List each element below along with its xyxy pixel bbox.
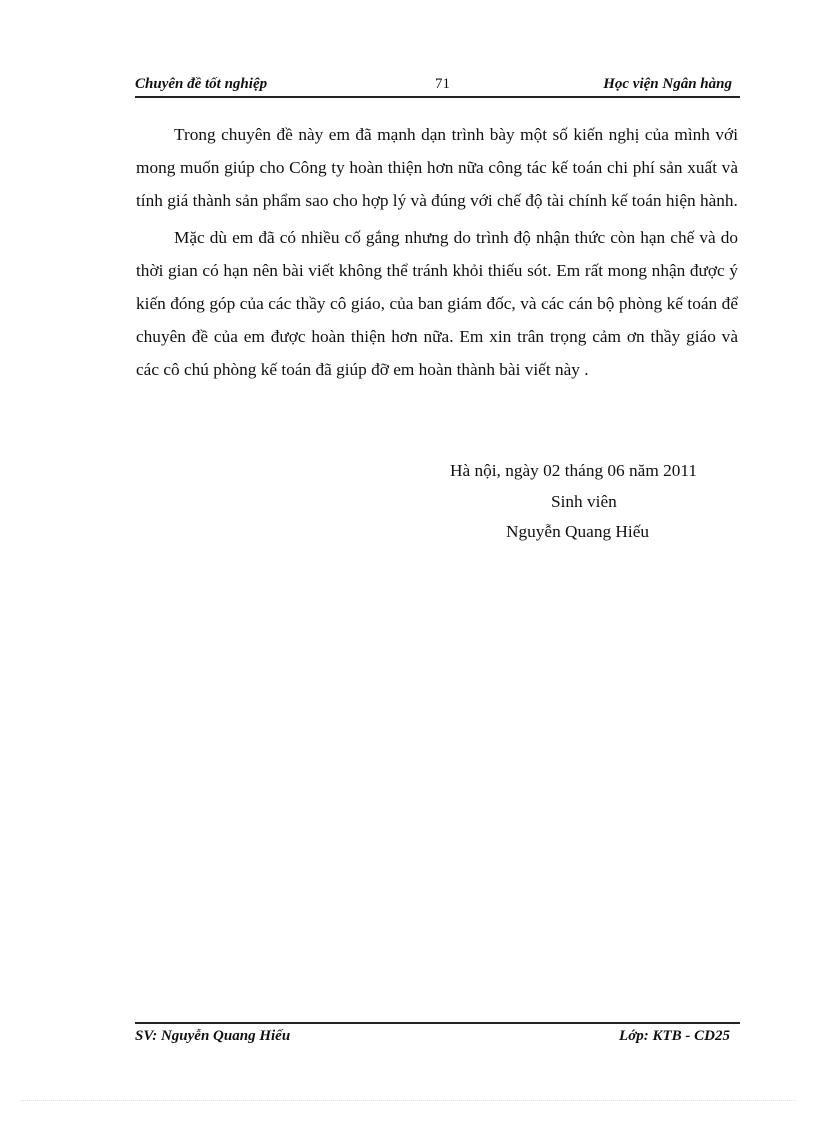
paragraph-2: Mặc dù em đã có nhiều cố gắng nhưng do trình độ nhận thức còn hạn chế và do thời gian có hạn nên bài viết không thể tránh khỏi thiếu sót. Em rất mong nhận được ý kiến đóng góp của các thầy cô giáo, của ban giám đốc, và các cán bộ phòng kế toán để chuyên đề của em được hoàn thiện hơn nữa. Em xin trân trọng cảm ơn thầy giáo và các cô chú phòng kế toán đã giúp đỡ em hoàn thành bài viết này . — [136, 228, 738, 379]
footer-student: SV: Nguyễn Quang Hiếu — [135, 1028, 291, 1044]
page-footer — [135, 1028, 740, 1048]
footer-divider — [135, 1022, 740, 1024]
paragraph-1: Trong chuyên đề này em đã mạnh dạn trình bày một số kiến nghị của mình với mong muốn giúp cho Công ty hoàn thiện hơn nữa công tác kế toán chi phí sản xuất và tính giá thành sản phẩm sao cho hợp lý và đúng với chế độ tài chính kế toán hiện hành. — [136, 125, 738, 210]
page-number: 71 — [435, 76, 450, 92]
body-text — [136, 119, 738, 391]
page-bottom-divider — [20, 1100, 796, 1101]
signature-name: Nguyễn Quang Hiếu — [506, 522, 650, 541]
header-divider — [135, 96, 740, 98]
footer-class: Lớp: KTB - CD25 — [619, 1028, 730, 1044]
signature-date: Hà nội, ngày 02 tháng 06 năm 2011 — [450, 461, 698, 480]
header-institution: Học viện Ngân hàng — [603, 76, 732, 92]
header-title: Chuyên đề tốt nghiệp — [135, 76, 268, 92]
signature-role: Sinh viên — [551, 492, 617, 511]
page-header — [135, 76, 740, 96]
